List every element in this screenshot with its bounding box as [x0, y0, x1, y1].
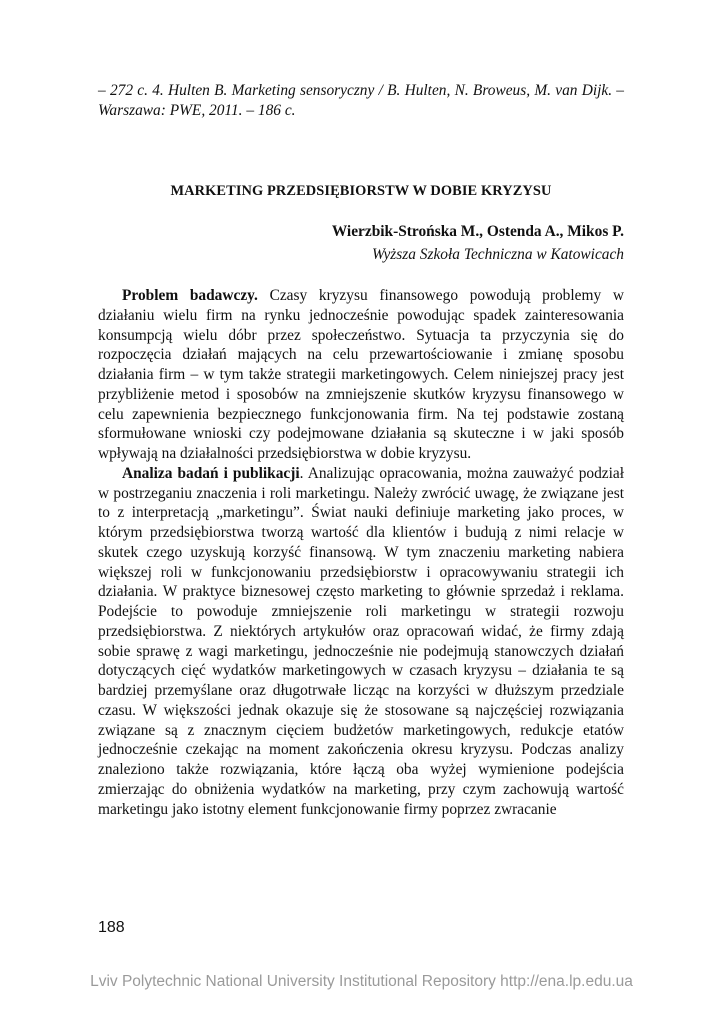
paragraph-literature-analysis	[98, 464, 624, 820]
article-body	[98, 286, 624, 819]
article-authors: Wierzbik-Strońska M., Ostenda A., Mikos P.	[331, 223, 624, 240]
reference-continuation: – 272 с. 4. Hulten B. Marketing sensoryczny / B. Hulten, N. Broweus, M. van Dijk. – Warszawa: PWE, 2011. – 186 с.	[98, 82, 624, 119]
paragraph-text: . Analizując opracowania, można zauważyć podział w postrzeganiu znaczenia i roli marketingu. Należy zwrócić uwagę, że związane jest to z interpretacją „marketingu”. Świat nauki definiuje marketing jako proces, w którym przedsiębiorstwa tworzą wartość dla klientów i budują z nimi relacje w skutek czego uzyskują korzyść finansową. W tym znaczeniu marketing nabiera większej roli w funkcjonowaniu przedsiębiorstw i opracowywaniu strategii ich działania. W praktyce biznesowej często marketing to głównie sprzedaż i reklama. Podejście to powoduje zmniejszenie roli marketingu w strategii rozwoju przedsiębiorstwa. Z niektórych artykułów oraz opracowań widać, że firmy zdają sobie sprawę z wagi marketingu, jednocześnie nie podejmują stanowczych działań dotyczących cięć wydatków marketingowych w czasach kryzysu – działania te są bardziej przemyślane oraz długotrwałe licząc na korzyści w dłuższym przedziale czasu. W większości jednak okazuje się że stosowane są najczęściej rozwiązania związane są z znacznym cięciem budżetów marketingowych, redukcje etatów jednocześnie czekając na moment zakończenia okresu kryzysu. Podczas analizy znaleziono także rozwiązania, które łączą oba wyżej wymienione podejścia zmierzając do obniżenia wydatków na marketing, przy czym zachowują wartość marketingu jako istotny element funkcjonowanie firmy poprzez zwracanie	[98, 464, 624, 818]
paragraph-lead: Problem badawczy.	[122, 287, 258, 304]
paragraph-text: Czasy kryzysu finansowego powodują problemy w działaniu wielu firm na rynku jednocześnie powodując spadek zainteresowania konsumpcją wielu dóbr przez społeczeństwo. Sytuacja ta przyczynia się do rozpoczęcia działań mających na celu przewartościowanie i zmianę sposobu działania firm – w tym także strategii marketingowych. Celem niniejszej pracy jest przybliżenie metod i sposobów na zmniejszenie skutków kryzysu finansowego w celu zapewnienia bezpiecznego funkcjonowania firm. Na tej podstawie zostaną sformułowane wnioski czy podejmowane działania są skuteczne i w jaki sposób wpływają na działalności przedsiębiorstwa w dobie kryzysu.	[98, 287, 624, 462]
page-number: 188	[98, 919, 125, 936]
article-title: MARKETING PRZEDSIĘBIORSTW W DOBIE KRYZYSU	[170, 183, 552, 199]
author-affiliation: Wyższa Szkoła Techniczna w Katowicach	[372, 246, 624, 263]
paragraph-research-problem	[98, 286, 624, 464]
paragraph-lead: Analiza badań i publikacji	[122, 464, 300, 482]
repository-footer: Lviv Polytechnic National University Institutional Repository http://ena.lp.edu.ua	[90, 973, 633, 990]
